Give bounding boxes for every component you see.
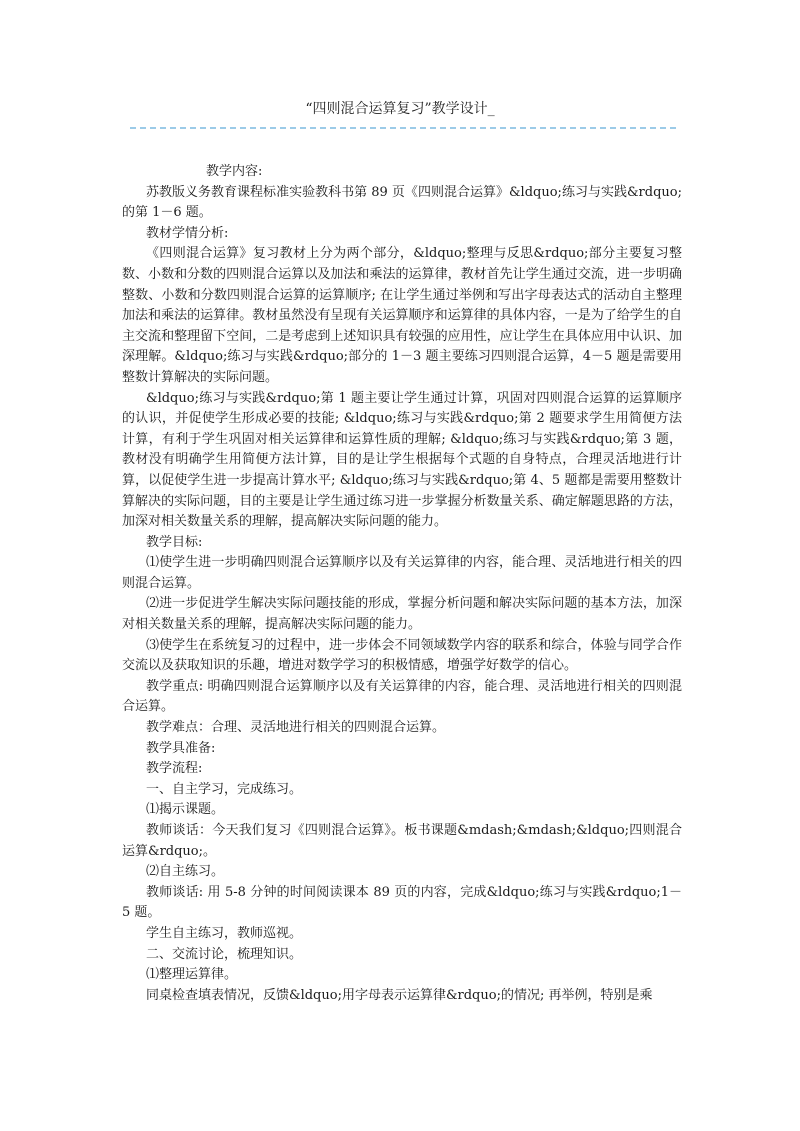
paragraph: ⑴揭示课题。 xyxy=(146,802,225,818)
paragraph: 教师谈话: 用 5-8 分钟的时间阅读课本 89 页的内容，完成&ldquo;练习与实践&rdquo;1－5 题。 xyxy=(122,884,682,921)
paragraph: 教学流程: xyxy=(146,761,203,777)
paragraph: 教学目标: xyxy=(146,534,203,550)
paragraph: 教学具准备: xyxy=(146,740,216,756)
paragraph: 一、自主学习，完成练习。 xyxy=(146,781,303,797)
paragraph: 学生自主练习，教师巡视。 xyxy=(146,925,303,941)
paragraph: ⑶使学生在系统复习的过程中，进一步体会不同领域数学内容的联系和综合，体验与同学合作交流以及获取知识的乐趣，增进对数学学习的积极情感，增强学好数学的信心。 xyxy=(122,637,682,674)
paragraph: ⑵自主练习。 xyxy=(146,864,225,880)
paragraph: 教学内容: xyxy=(206,164,263,179)
paragraph: ⑴整理运算律。 xyxy=(146,967,238,983)
title-divider xyxy=(130,127,676,129)
paragraph: &ldquo;练习与实践&rdquo;第 1 题主要让学生通过计算，巩固对四则混合运算的运算顺序的认识，并促使学生形成必要的技能; &ldquo;练习与实践&rdquo;第 2 题要求学生用简便方法计算，有利于学生巩固对相关运算律和运算性质的理解; &ldquo;练习与实践&rdquo;第 3 题，教材没有明确学生用简便方法计算，目的是让学生根据每个式题的自身特点，合理灵活地进行计算，以促使学生进一步提高计算水平; &ldquo;练习与实践&rdquo;第 4、5 题都是需要用整数计算解决的实际问题，目的主要是让学生通过练习进一步掌握分析数量关系、确定解题思路的方法，加深对相关数量关系的理解，提高解决实际问题的能力。 xyxy=(122,390,682,530)
paragraph: 教学难点：合理、灵活地进行相关的四则混合运算。 xyxy=(146,720,446,736)
paragraph: 二、交流讨论，梳理知识。 xyxy=(146,946,303,962)
document-body xyxy=(122,162,682,1006)
paragraph: 教师谈话：今天我们复习《四则混合运算》。板书课题&mdash;&mdash;&ldquo;四则混合运算&rdquo;。 xyxy=(122,823,682,859)
paragraph: 教学重点: 明确四则混合运算顺序以及有关运算律的内容，能合理、灵活地进行相关的四则混合运算。 xyxy=(122,678,682,715)
paragraph: 同桌检查填表情况，反馈&ldquo;用字母表示运算律&rdquo;的情况; 再举例，特别是乘 xyxy=(146,987,653,1003)
paragraph: ⑵进一步促进学生解决实际问题技能的形成，掌握分析问题和解决实际问题的基本方法，加深对相关数量关系的理解，提高解决实际问题的能力。 xyxy=(122,596,682,633)
paragraph: 教材学情分析: xyxy=(146,225,229,241)
paragraph: 《四则混合运算》复习教材上分为两个部分，&ldquo;整理与反思&rdquo;部分主要复习整数、小数和分数的四则混合运算以及加法和乘法的运算律，教材首先让学生通过交流，进一步明确整数、小数和分数四则混合运算的运算顺序; 在让学生通过举例和写出字母表达式的活动自主整理加法和乘法的运算律。教材虽然没有呈现有关运算顺序和运算律的具体内容，一是为了给学生的自主交流和整理留下空间，二是考虑到上述知识具有较强的应用性，应让学生在具体应用中认识、加深理解。&ldquo;练习与实践&rdquo;部分的 1－3 题主要练习四则混合运算，4－5 题是需要用整数计算解决的实际问题。 xyxy=(122,246,682,385)
paragraph: 苏教版义务教育课程标准实验教科书第 89 页《四则混合运算》&ldquo;练习与实践&rdquo;的第 1－6 题。 xyxy=(122,184,682,221)
paragraph: ⑴使学生进一步明确四则混合运算顺序以及有关运算律的内容，能合理、灵活地进行相关的四则混合运算。 xyxy=(122,555,682,591)
document-title: “四则混合运算复习”教学设计_ xyxy=(305,101,495,117)
